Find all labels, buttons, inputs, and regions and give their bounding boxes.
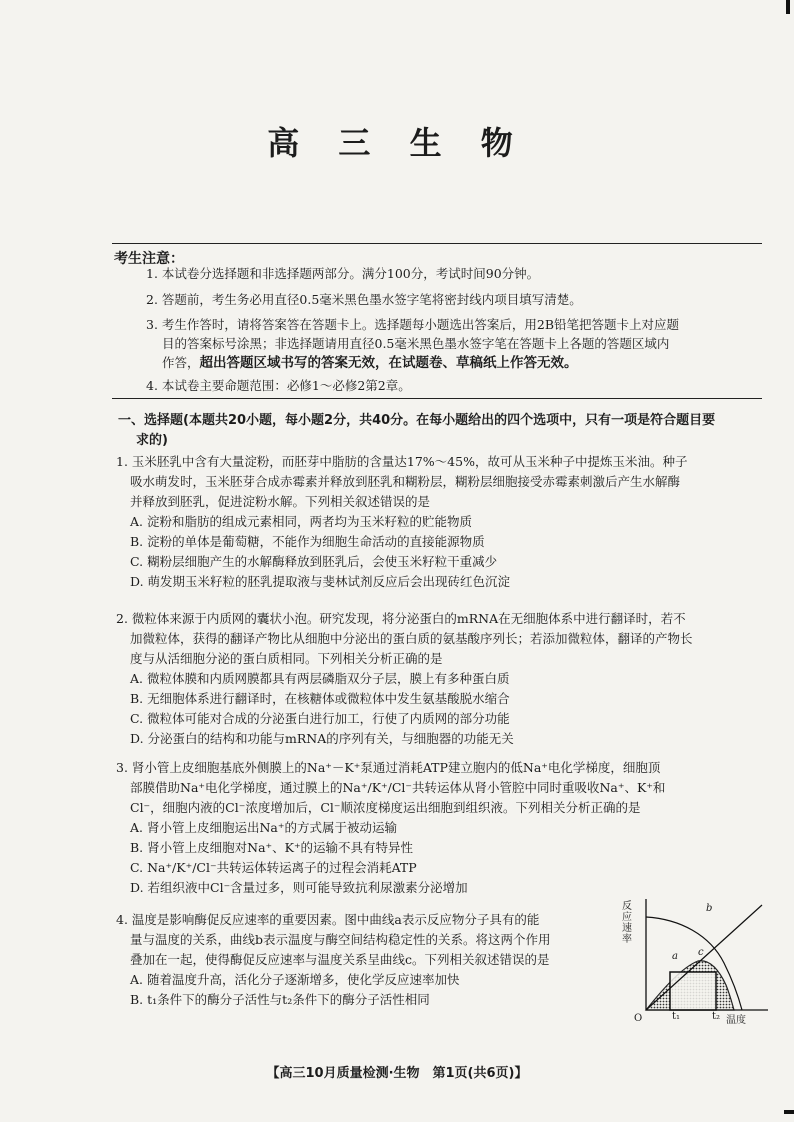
y-axis-label-char: 反 (622, 901, 632, 912)
y-axis-label-char: 率 (622, 934, 632, 945)
origin-label: O (634, 1013, 643, 1024)
notice-item-3-tail: 作答， (162, 355, 200, 370)
question-1-option-c: C. 糊粉层细胞产生的水解酶释放到胚乳后，会使玉米籽粒干重减少 (130, 554, 498, 569)
question-4 (116, 910, 626, 1010)
question-2-option-c: C. 微粒体可能对合成的分泌蛋白进行加工，行使了内质网的部分功能 (130, 711, 510, 726)
notice-item-2: 2. 答题前，考生务必用直径0.5毫米黑色墨水签字笔将密封线内项目填写清楚。 (146, 292, 582, 307)
question-4-line-2: 量与温度的关系，曲线b表示温度与酶空间结构稳定性的关系。将这两个作用 (130, 932, 551, 947)
question-1 (116, 452, 766, 592)
section-heading-line1: 一、选择题(本题共20小题，每小题2分，共40分。在每小题给出的四个选项中，只有一项是符合题目要 (118, 413, 716, 428)
question-1-option-d: D. 萌发期玉米籽粒的胚乳提取液与斐林试剂反应后会出现砖红色沉淀 (130, 574, 511, 589)
notice-bold-note: 超出答题区域书写的答案无效，在试题卷、草稿纸上作答无效。 (199, 355, 578, 371)
question-3-option-b: B. 肾小管上皮细胞对Na⁺、K⁺的运输不具有特异性 (130, 840, 414, 855)
question-2-option-b: B. 无细胞体系进行翻译时，在核糖体或微粒体中发生氨基酸脱水缩合 (130, 691, 510, 706)
question-2 (116, 609, 766, 749)
notice-item-3: 3. 考生作答时，请将答案答在答题卡上。选择题每小题选出答案后，用2B铅笔把答题卡上对应题 (146, 317, 680, 332)
reaction-rate-plot (620, 895, 770, 1030)
page-footer: 【高三10月质量检测·生物 第1页(共6页)】 (266, 1066, 528, 1081)
notice-heading: 考生注意： (114, 251, 184, 267)
question-1-line-1: 1. 玉米胚乳中含有大量淀粉，而胚芽中脂肪的含量达17%～45%，故可从玉米种子中提炼玉米油。种子 (116, 454, 688, 469)
page-title: 高 三 生 物 (267, 124, 527, 162)
question-3-option-d: D. 若组织液中Cl⁻含量过多，则可能导致抗利尿激素分泌增加 (130, 880, 468, 895)
curve-b-label: b (706, 903, 713, 914)
question-1-line-2: 吸水萌发时，玉米胚芽合成赤霉素并释放到胚乳和糊粉层，糊粉层细胞接受赤霉素刺激后产生水解酶 (130, 474, 681, 489)
notice-item-3-cont: 目的答案标号涂黑；非选择题请用直径0.5毫米黑色墨水签字笔在答题卡上各题的答题区域内 (162, 336, 670, 351)
question-1-line-3: 并释放到胚乳，促进淀粉水解。下列相关叙述错误的是 (130, 494, 431, 509)
question-2-option-d: D. 分泌蛋白的结构和功能与mRNA的序列有关，与细胞器的功能无关 (130, 731, 514, 746)
y-axis-label (622, 901, 632, 945)
t1-label: t₁ (672, 1011, 681, 1022)
section-heading-line2: 求的) (136, 433, 168, 448)
curve-a-label: a (672, 951, 678, 962)
t1-t2-box (670, 972, 716, 1010)
t2-label: t₂ (712, 1011, 721, 1022)
question-2-line-1: 2. 微粒体来源于内质网的囊状小泡。研究发现，将分泌蛋白的mRNA在无细胞体系中进行翻译时，若不 (116, 611, 686, 626)
question-1-option-a: A. 淀粉和脂肪的组成元素相同，两者均为玉米籽粒的贮能物质 (130, 514, 472, 529)
question-4-line-3: 叠加在一起，使得酶促反应速率与温度关系呈曲线c。下列相关叙述错误的是 (130, 952, 550, 967)
y-axis-label-char: 应 (622, 912, 632, 923)
question-3-line-1: 3. 肾小管上皮细胞基底外侧膜上的Na⁺－K⁺泵通过消耗ATP建立胞内的低Na⁺电化学梯度，细胞顶 (116, 760, 661, 775)
x-axis-label: 温度 (726, 1015, 746, 1026)
question-1-option-b: B. 淀粉的单体是葡萄糖，不能作为细胞生命活动的直接能源物质 (130, 534, 485, 549)
y-axis-label-char: 速 (622, 923, 632, 934)
question-2-option-a: A. 微粒体膜和内质网膜都具有两层磷脂双分子层，膜上有多种蛋白质 (130, 671, 510, 686)
notice-item-4: 4. 本试卷主要命题范围：必修1～必修2第2章。 (146, 378, 411, 393)
question-2-line-3: 度与从活细胞分泌的蛋白质相同。下列相关分析正确的是 (130, 651, 443, 666)
question-3-line-2: 部膜借助Na⁺电化学梯度，通过膜上的Na⁺/K⁺/Cl⁻共转运体从肾小管腔中同时重吸收Na⁺、K⁺和 (130, 780, 666, 795)
notice-item-3-end (162, 353, 762, 373)
reaction-rate-figure (620, 895, 770, 1030)
notice-bottom-rule (112, 398, 762, 399)
section-heading (118, 411, 758, 451)
question-4-line-1: 4. 温度是影响酶促反应速率的重要因素。图中曲线a表示反应物分子具有的能 (116, 912, 540, 927)
question-3 (116, 758, 766, 898)
curve-c-label: c (698, 947, 704, 958)
question-3-line-3: Cl⁻，细胞内液的Cl⁻浓度增加后，Cl⁻顺浓度梯度运出细胞到组织液。下列相关分析正确的是 (130, 800, 641, 815)
scan-edge-mark-top (786, 0, 790, 14)
question-2-line-2: 加微粒体，获得的翻译产物比从细胞中分泌出的蛋白质的氨基酸序列长；若添加微粒体，翻译的产物长 (130, 631, 693, 646)
notice-item-1: 1. 本试卷分选择题和非选择题两部分。满分100分，考试时间90分钟。 (146, 266, 540, 281)
question-4-option-b: B. t₁条件下的酶分子活性与t₂条件下的酶分子活性相同 (130, 992, 430, 1007)
question-3-option-c: C. Na⁺/K⁺/Cl⁻共转运体转运离子的过程会消耗ATP (130, 860, 417, 875)
question-3-option-a: A. 肾小管上皮细胞运出Na⁺的方式属于被动运输 (130, 820, 397, 835)
question-4-option-a: A. 随着温度升高，活化分子逐渐增多，使化学反应速率加快 (130, 972, 460, 987)
scan-edge-mark-bottom (784, 1110, 794, 1114)
notice-top-rule (112, 243, 762, 244)
